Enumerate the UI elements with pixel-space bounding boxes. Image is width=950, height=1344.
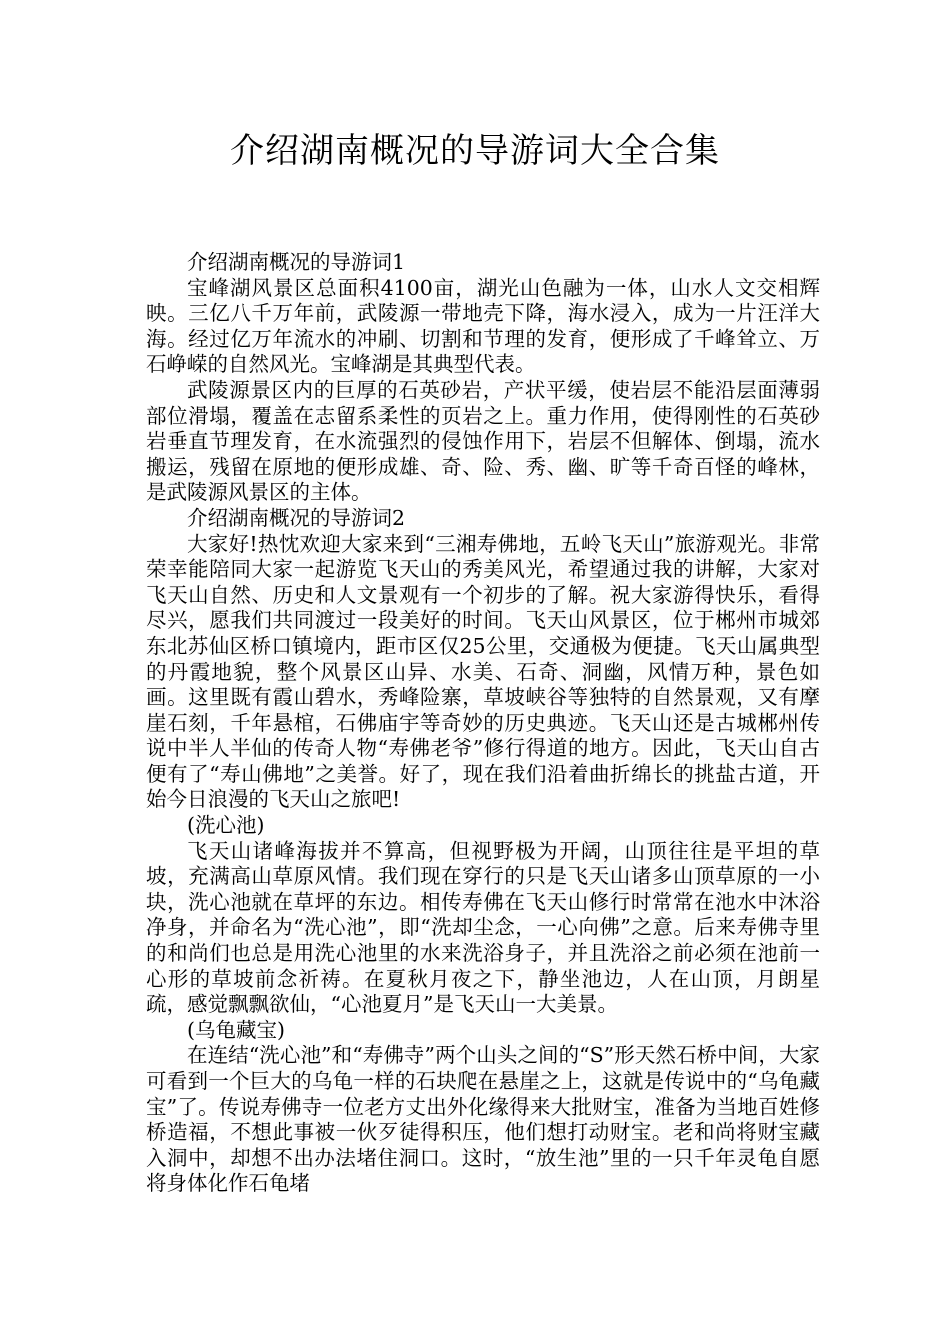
paragraph-wulingyuan: 武陵源景区内的巨厚的石英砂岩，产状平缓，使岩层不能沿层面薄弱部位滑塌，覆盖在志留系柔性的页岩之上。重力作用，使得刚性的石英砂岩垂直节理发育，在水流强烈的侵蚀作用下，岩层不但解体、倒塌，流水搬运，残留在原地的便形成雄、奇、险、秀、幽、旷等千奇百怪的峰林，是武陵源风景区的主体。 [146,377,820,505]
section-heading-1: 介绍湖南概况的导游词1 [187,250,406,274]
paragraph-turtle-treasure: 在连结“洗心池”和“寿佛寺”两个山头之间的“S”形天然石桥中间，大家可看到一个巨大的乌龟一样的石块爬在悬崖之上，这就是传说中的“乌龟藏宝”了。传说寿佛寺一位老方丈出外化缘得来大批财宝，准备为当地百姓修桥造福，不想此事被一伙歹徒得积压，他们想打动财宝。老和尚将财宝藏入洞中，却想不出办法堵住洞口。这时，“放生池”里的一只千年灵龟自愿将身体化作石龟堵 [146,1043,820,1196]
paragraph-baofeng-lake: 宝峰湖风景区总面积4100亩，湖光山色融为一体，山水人文交相辉映。三亿八千万年前，武陵源一带地壳下降，海水浸入，成为一片汪洋大海。经过亿万年流水的冲刷、切割和节理的发育，便形成了千峰耸立、万石峥嵘的自然风光。宝峰湖是其典型代表。 [146,275,820,377]
paragraph-xixin-pool: 飞天山诸峰海拔并不算高，但视野极为开阔，山顶往往是平坦的草坡，充满高山草原风情。我们现在穿行的只是飞天山诸多山顶草原的一小块，洗心池就在草坪的东边。相传寿佛在飞天山修行时常常在池水中沐浴净身，并命名为“洗心池”，即“洗却尘念，一心向佛”之意。后来寿佛寺里的和尚们也总是用洗心池里的水来洗浴身子，并且洗浴之前必须在池前一心形的草坡前念祈祷。在夏秋月夜之下，静坐池边，人在山顶，月朗星疏，感觉飘飘欲仙，“心池夏月”是飞天山一大美景。 [146,838,820,1017]
subheading-turtle-treasure: (乌龟藏宝) [187,1017,285,1042]
section-heading-2: 介绍湖南概况的导游词2 [187,505,406,530]
subheading-xixin-pool: (洗心池) [187,813,265,838]
document-title: 介绍湖南概况的导游词大全合集 [230,131,720,171]
paragraph-feitian-mountain: 大家好!热忱欢迎大家来到“三湘寿佛地，五岭飞天山”旅游观光。非常荣幸能陪同大家一起游览飞天山的秀美风光，希望通过我的讲解，大家对飞天山自然、历史和人文景观有一个初步的了解。祝大家游得快乐，看得尽兴，愿我们共同渡过一段美好的时间。飞天山风景区，位于郴州市城郊东北苏仙区桥口镇境内，距市区仅25公里，交通极为便捷。飞天山属典型的丹霞地貌，整个风景区山异、水美、石奇、洞幽，风情万种，景色如画。这里既有霞山碧水，秀峰险寨，草坡峡谷等独特的自然景观，又有摩崖石刻，千年悬棺，石佛庙宇等奇妙的历史典迹。飞天山还是古城郴州传说中半人半仙的传奇人物“寿佛老爷”修行得道的地方。因此，飞天山自古便有了“寿山佛地”之美誉。好了，现在我们沿着曲折绵长的挑盐古道，开始今日浪漫的飞天山之旅吧! [146,531,820,812]
document-body [146,250,820,1197]
